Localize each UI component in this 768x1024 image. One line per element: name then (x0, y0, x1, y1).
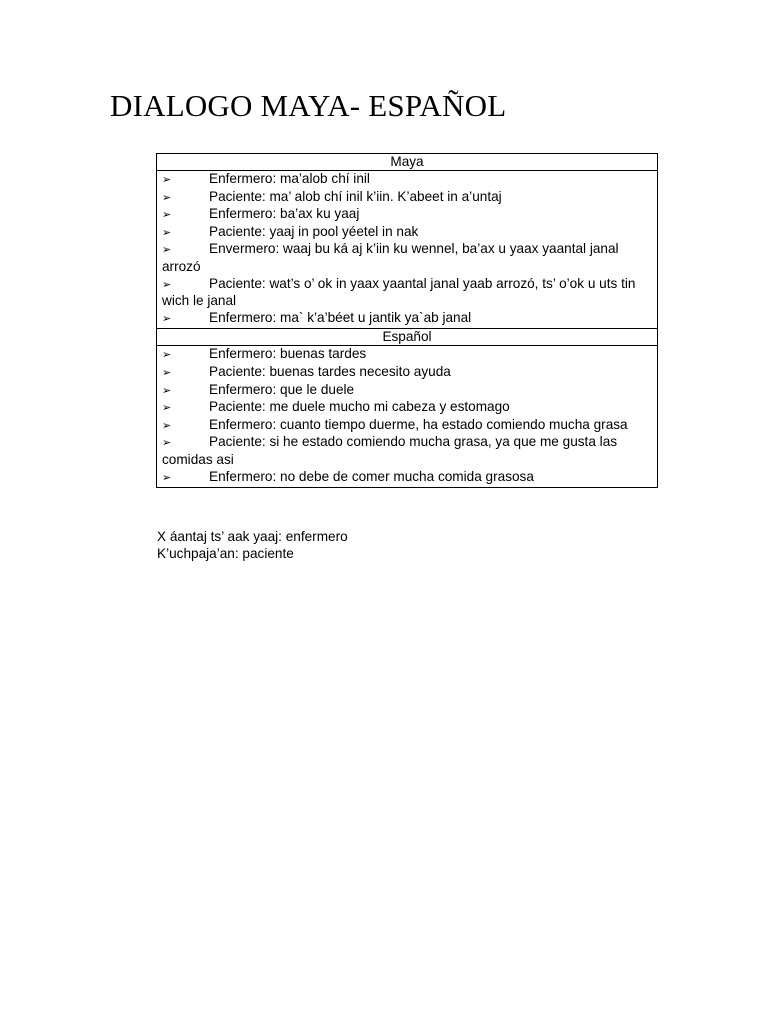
dialog-line-text: Paciente: ma’ alob chí inil k’iin. K’abeet in a’untaj (209, 188, 502, 204)
espanol-dialog-cell (157, 346, 658, 488)
dialog-line-text: Paciente: me duele mucho mi cabeza y estomago (209, 399, 510, 415)
espanol-header-row (157, 329, 658, 346)
dialog-line-text: Paciente: wat’s o’ ok in yaax yaantal janal yaab arrozó, ts’ o’ok u uts tin wich le janal (162, 275, 636, 309)
arrow-bullet-icon: ➢ (162, 383, 172, 397)
dialog-line (162, 206, 655, 224)
dialog-line (162, 241, 655, 275)
dialog-line (162, 224, 655, 242)
dialog-line-text: Enfermero: ba’ax ku yaaj (209, 206, 360, 222)
dialog-line (162, 469, 655, 487)
dialog-line-text: Enfermero: no debe de comer mucha comida grasosa (209, 468, 534, 484)
dialog-line-text: Enfermero: buenas tardes (209, 346, 367, 362)
maya-section-header: Maya (157, 154, 658, 171)
dialog-line (162, 417, 655, 435)
arrow-bullet-icon: ➢ (162, 243, 172, 257)
espanol-section-header: Español (157, 329, 658, 346)
dialog-line (162, 346, 655, 364)
maya-header-row (157, 154, 658, 171)
dialog-line-text: Envermero: waaj bu ká aj k’iin ku wennel, ba’ax u yaax yaantal janal arrozó (162, 241, 619, 274)
glossary-line-paciente: K’uchpaja’an: paciente (157, 546, 294, 561)
arrow-bullet-icon: ➢ (162, 436, 172, 450)
espanol-body-row (157, 346, 658, 488)
arrow-bullet-icon: ➢ (162, 277, 172, 291)
dialog-line (162, 276, 655, 310)
maya-dialog-cell (157, 171, 658, 329)
dialog-line-text: Enfermero: ma` k’a’béet u jantik ya`ab janal (209, 309, 472, 325)
arrow-bullet-icon: ➢ (162, 348, 172, 362)
glossary-notes (157, 528, 348, 562)
glossary-line-enfermero: X áantaj ts’ aak yaaj: enfermero (157, 529, 348, 544)
arrow-bullet-icon: ➢ (162, 365, 172, 379)
arrow-bullet-icon: ➢ (162, 173, 172, 186)
maya-body-row (157, 171, 658, 329)
dialog-line (162, 399, 655, 417)
dialog-line (162, 189, 655, 207)
dialog-line (162, 364, 655, 382)
dialog-line-text: Enfermero: ma’alob chí inil (209, 171, 370, 186)
dialog-line-text: Paciente: buenas tardes necesito ayuda (209, 363, 451, 379)
dialog-table (156, 153, 658, 488)
arrow-bullet-icon: ➢ (162, 418, 172, 432)
document-title: DIALOGO MAYA- ESPAÑOL (110, 88, 507, 123)
dialog-line (162, 310, 655, 328)
arrow-bullet-icon: ➢ (162, 225, 172, 239)
dialog-line-text: Enfermero: cuanto tiempo duerme, ha estado comiendo mucha grasa (209, 416, 628, 432)
dialog-line-text: Enfermero: que le duele (209, 381, 355, 397)
dialog-line-text: Paciente: yaaj in pool yéetel in nak (209, 223, 419, 239)
arrow-bullet-icon: ➢ (162, 190, 172, 204)
dialog-line (162, 382, 655, 400)
dialog-line-text: Paciente: si he estado comiendo mucha grasa, ya que me gusta las comidas asi (162, 434, 618, 467)
dialog-line (162, 171, 655, 189)
dialog-line (162, 434, 655, 468)
arrow-bullet-icon: ➢ (162, 311, 172, 325)
arrow-bullet-icon: ➢ (162, 401, 172, 415)
arrow-bullet-icon: ➢ (162, 208, 172, 222)
arrow-bullet-icon: ➢ (162, 470, 172, 484)
